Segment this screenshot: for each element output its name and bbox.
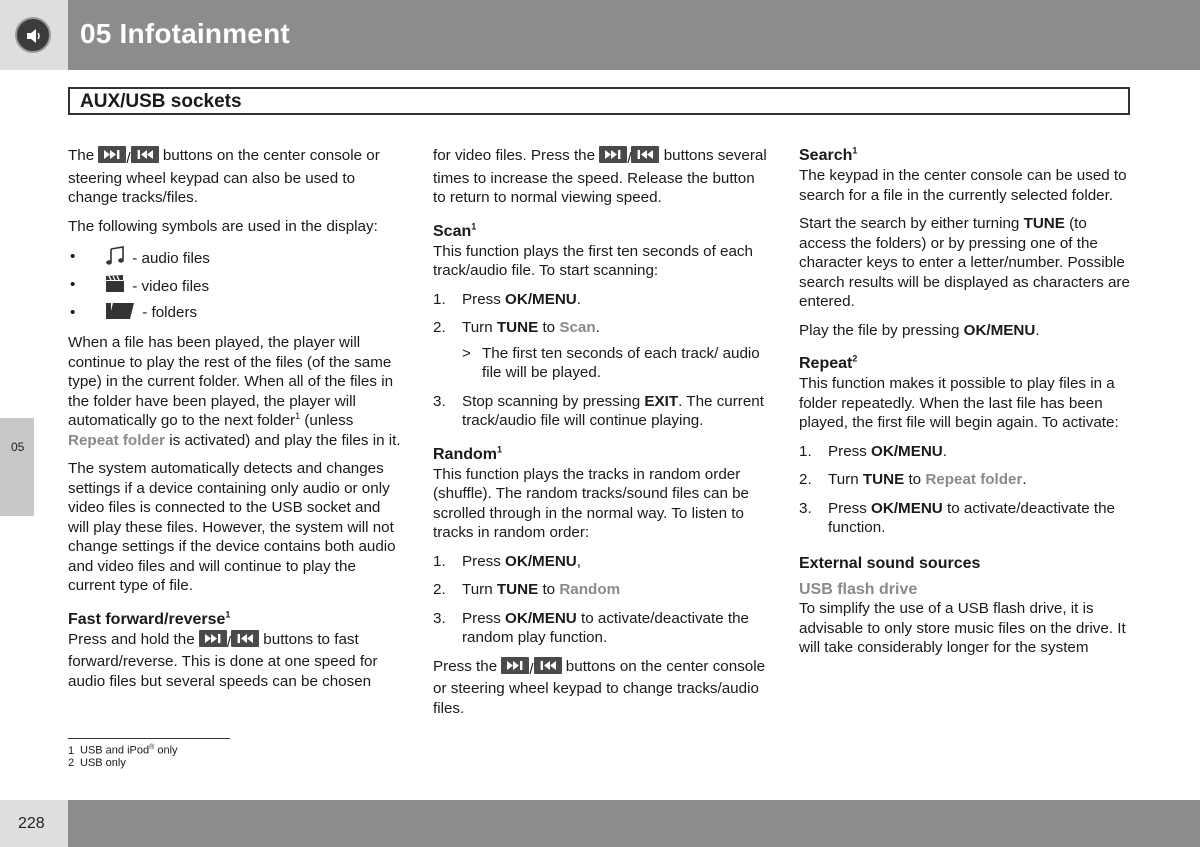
result-note: > The first ten seconds of each track/ audio file will be played. [462,344,760,381]
menu-option-random: Random [559,581,621,598]
column-2 [433,146,769,727]
text: The [68,147,95,164]
menu-option-repeat-folder: Repeat folder [68,431,166,449]
paragraph: for video files. Press the / buttons several times to increase the speed. Release the button to return to normal viewing speed. [433,147,767,206]
symbol-label: - video files [132,278,210,295]
footnote-mark: 1 [295,410,301,421]
list-item: 1. Press OK/MENU, [433,552,581,570]
footnote: 2 USB only [68,757,126,769]
list-item: 3. Stop scanning by pressing EXIT. The current track/audio file will continue playing. [433,392,764,429]
paragraph: To simplify the use of a USB flash drive, it is advisable to only store music files on the drive. It will take considerably longer for the system [799,600,1126,656]
next-track-icon [199,630,227,647]
list-item: 1. Press OK/MENU. [433,290,581,308]
text: buttons to fast forward/reverse. This is done at one speed for audio files but several speeds can be chosen [68,630,378,690]
footnote-divider [68,738,230,739]
symbol-label: - folders [142,304,198,321]
music-note-icon [104,245,126,275]
paragraph: This function plays the tracks in random order (shuffle). The random tracks/sound files can be scrolled through in the normal way. To listen to tracks in random order: [433,465,750,541]
heading-scan: Scan$^1$ [433,221,477,240]
text: Press and hold the [68,630,195,648]
text: buttons on the center console or steering wheel keypad to change tracks/audio files. [433,657,766,717]
bullet: • [70,304,76,321]
next-track-icon [599,146,627,163]
symbol-list [68,245,404,329]
video-clapper-icon [104,273,126,303]
list-item [68,273,404,301]
repeat-steps [799,442,1135,538]
list-item: 2. Turn TUNE to Scan. > The first ten seconds of each track/ audio file will be played. [433,318,769,383]
chapter-side-tab-label: 05 [11,440,25,454]
text: buttons on the center console or steering wheel keypad can also be used to change tracks/files. [68,147,380,206]
previous-track-icon [631,146,659,163]
speaker-icon [15,17,51,53]
list-item: 3. Press OK/MENU to activate/deactivate the random play function. [433,609,749,646]
list-item [68,301,404,329]
previous-track-icon [131,146,159,163]
paragraph: Start the search by either turning TUNE (to access the folders) or by pressing one of the character keys to enter a letter/number. Possible search results will be displayed as characters are entered. [799,215,1130,310]
paragraph: The following symbols are used in the display: [68,217,378,235]
chapter-title: 05 Infotainment [80,18,290,49]
subheading-usb-flash-drive: USB flash drive [799,580,918,598]
text: buttons several times to increase the speed. Release the button to return to normal viewing speed. [433,147,767,206]
folder-icon [104,301,136,329]
chapter-side-tab [0,418,34,516]
paragraph: Play the file by pressing OK/MENU. [799,321,1040,339]
symbol-label: - audio files [132,250,210,267]
text: for video files. Press the [433,147,596,164]
text: (unless [300,412,354,429]
page-number: 228 [18,815,45,832]
heading-search: Search$^1$ [799,145,858,164]
menu-option-repeat-folder: Repeat folder [925,471,1023,488]
scan-steps [433,290,769,431]
paragraph [68,333,404,450]
text: When a file has been played, the player will continue to play the rest of the files (of the same type) in the current folder. When all of the files in the folder have been played, the player will automatically go to the next folder [68,334,394,429]
next-track-icon [501,657,529,674]
text: Press the [433,657,498,675]
paragraph: Press and hold the / buttons to fast forward/reverse. This is done at one speed for audio files but several speeds can be chosen [68,630,378,690]
list-item: 3. Press OK/MENU to activate/deactivate the function. [799,499,1115,536]
previous-track-icon [231,630,259,647]
heading-repeat: Repeat$^2$ [799,353,858,372]
random-steps [433,552,769,648]
paragraph: The keypad in the center console can be used to search for a file in the currently selected folder. [799,167,1127,204]
list-item: 2. Turn TUNE to Repeat folder. [799,471,1027,488]
paragraph: The / buttons on the center console or steering wheel keypad can also be used to change tracks/files. [68,147,380,206]
list-item: 1. Press OK/MENU. [799,442,947,460]
paragraph: This function makes it possible to play files in a folder repeatedly. When the last file has been played, the first file will begin again. To activate: [799,375,1119,431]
paragraph: This function plays the first ten seconds of each track/audio file. To start scanning: [433,242,753,279]
text: is activated) and play the files in it. [165,431,401,449]
paragraph: Press the / buttons on the center console or steering wheel keypad to change tracks/audio files. [433,657,766,717]
paragraph: The system automatically detects and changes settings if a device containing only audio or only video files is connected to the USB socket and will play these files. However, the system will not change settings if the device contains both audio and video files and will continue to play the current type of file. [68,460,396,594]
heading-fast-forward: Fast forward/reverse$^1$ [68,609,231,628]
column-3 [799,146,1135,667]
section-title: AUX/USB sockets [80,91,242,112]
menu-option-scan: Scan [559,319,596,336]
footnote: 1 USB and iPod® only [68,744,178,757]
heading-external-sound-sources: External sound sources [799,554,981,572]
next-track-icon [98,146,126,163]
list-item: 2. Turn TUNE to Random [433,581,621,598]
footer-bar [0,800,1200,847]
bullet: • [70,248,76,265]
bullet: • [70,276,76,293]
heading-random: Random$^1$ [433,444,503,463]
list-item [68,245,404,273]
previous-track-icon [534,657,562,674]
column-1 [68,146,404,700]
